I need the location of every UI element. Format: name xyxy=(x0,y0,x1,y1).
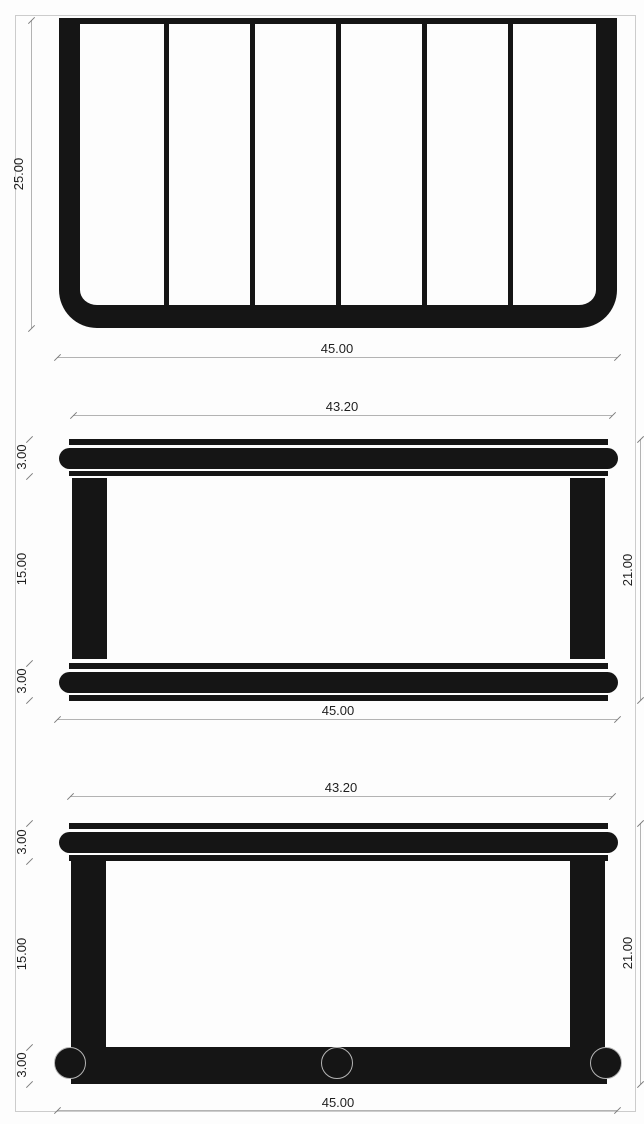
dim-label-opening: 15.00 xyxy=(14,937,29,971)
mounted-top-strip xyxy=(69,855,608,861)
dim-line-width xyxy=(57,719,617,720)
dim-line-total-height xyxy=(640,439,641,700)
front-bottom-strip xyxy=(69,695,608,701)
dim-line-width xyxy=(57,357,617,358)
mounted-left-post xyxy=(71,861,106,1047)
front-top-strip xyxy=(69,471,608,476)
mounted-top-tube xyxy=(59,832,618,853)
front-top-strip xyxy=(69,439,608,445)
mounted-right-post xyxy=(570,861,605,1047)
dim-label-width: 45.00 xyxy=(321,703,355,718)
dim-label-width: 45.00 xyxy=(321,1095,355,1110)
dim-tick xyxy=(637,1081,644,1088)
basket-wire xyxy=(508,24,513,305)
front-bottom-strip xyxy=(69,663,608,669)
front-right-post xyxy=(570,478,605,659)
dim-label-bottom-rail: 3.00 xyxy=(14,668,29,694)
dim-label-top-rail: 3.00 xyxy=(14,444,29,470)
basket-wire xyxy=(422,24,427,305)
dim-line-total-height xyxy=(640,823,641,1084)
dim-label-inner-width: 43.20 xyxy=(325,399,359,414)
basket-wire xyxy=(250,24,255,305)
dim-label-inner-width: 43.20 xyxy=(324,780,358,795)
mounted-top-strip xyxy=(69,823,608,829)
dim-label-bottom-rail: 3.00 xyxy=(14,1052,29,1078)
dim-line-inner-width xyxy=(73,415,612,416)
mount-circle-center xyxy=(321,1047,353,1079)
dim-label-width: 45.00 xyxy=(320,341,354,356)
front-bottom-tube xyxy=(59,672,618,693)
dim-label-total-height: 21.00 xyxy=(620,553,635,587)
dim-label-opening: 15.00 xyxy=(14,552,29,586)
dim-line-width xyxy=(57,1110,617,1111)
dim-label-top-rail: 3.00 xyxy=(14,829,29,855)
dim-line-inner-width xyxy=(70,796,612,797)
dim-label-depth: 25.00 xyxy=(11,157,26,191)
dim-label-total-height: 21.00 xyxy=(620,936,635,970)
basket-wire xyxy=(164,24,169,305)
mount-circle-left xyxy=(54,1047,86,1079)
front-left-post xyxy=(72,478,107,659)
dim-tick xyxy=(637,697,644,704)
basket-wire xyxy=(336,24,341,305)
dim-line-depth xyxy=(31,20,32,328)
mount-circle-right xyxy=(590,1047,622,1079)
front-top-tube xyxy=(59,448,618,469)
